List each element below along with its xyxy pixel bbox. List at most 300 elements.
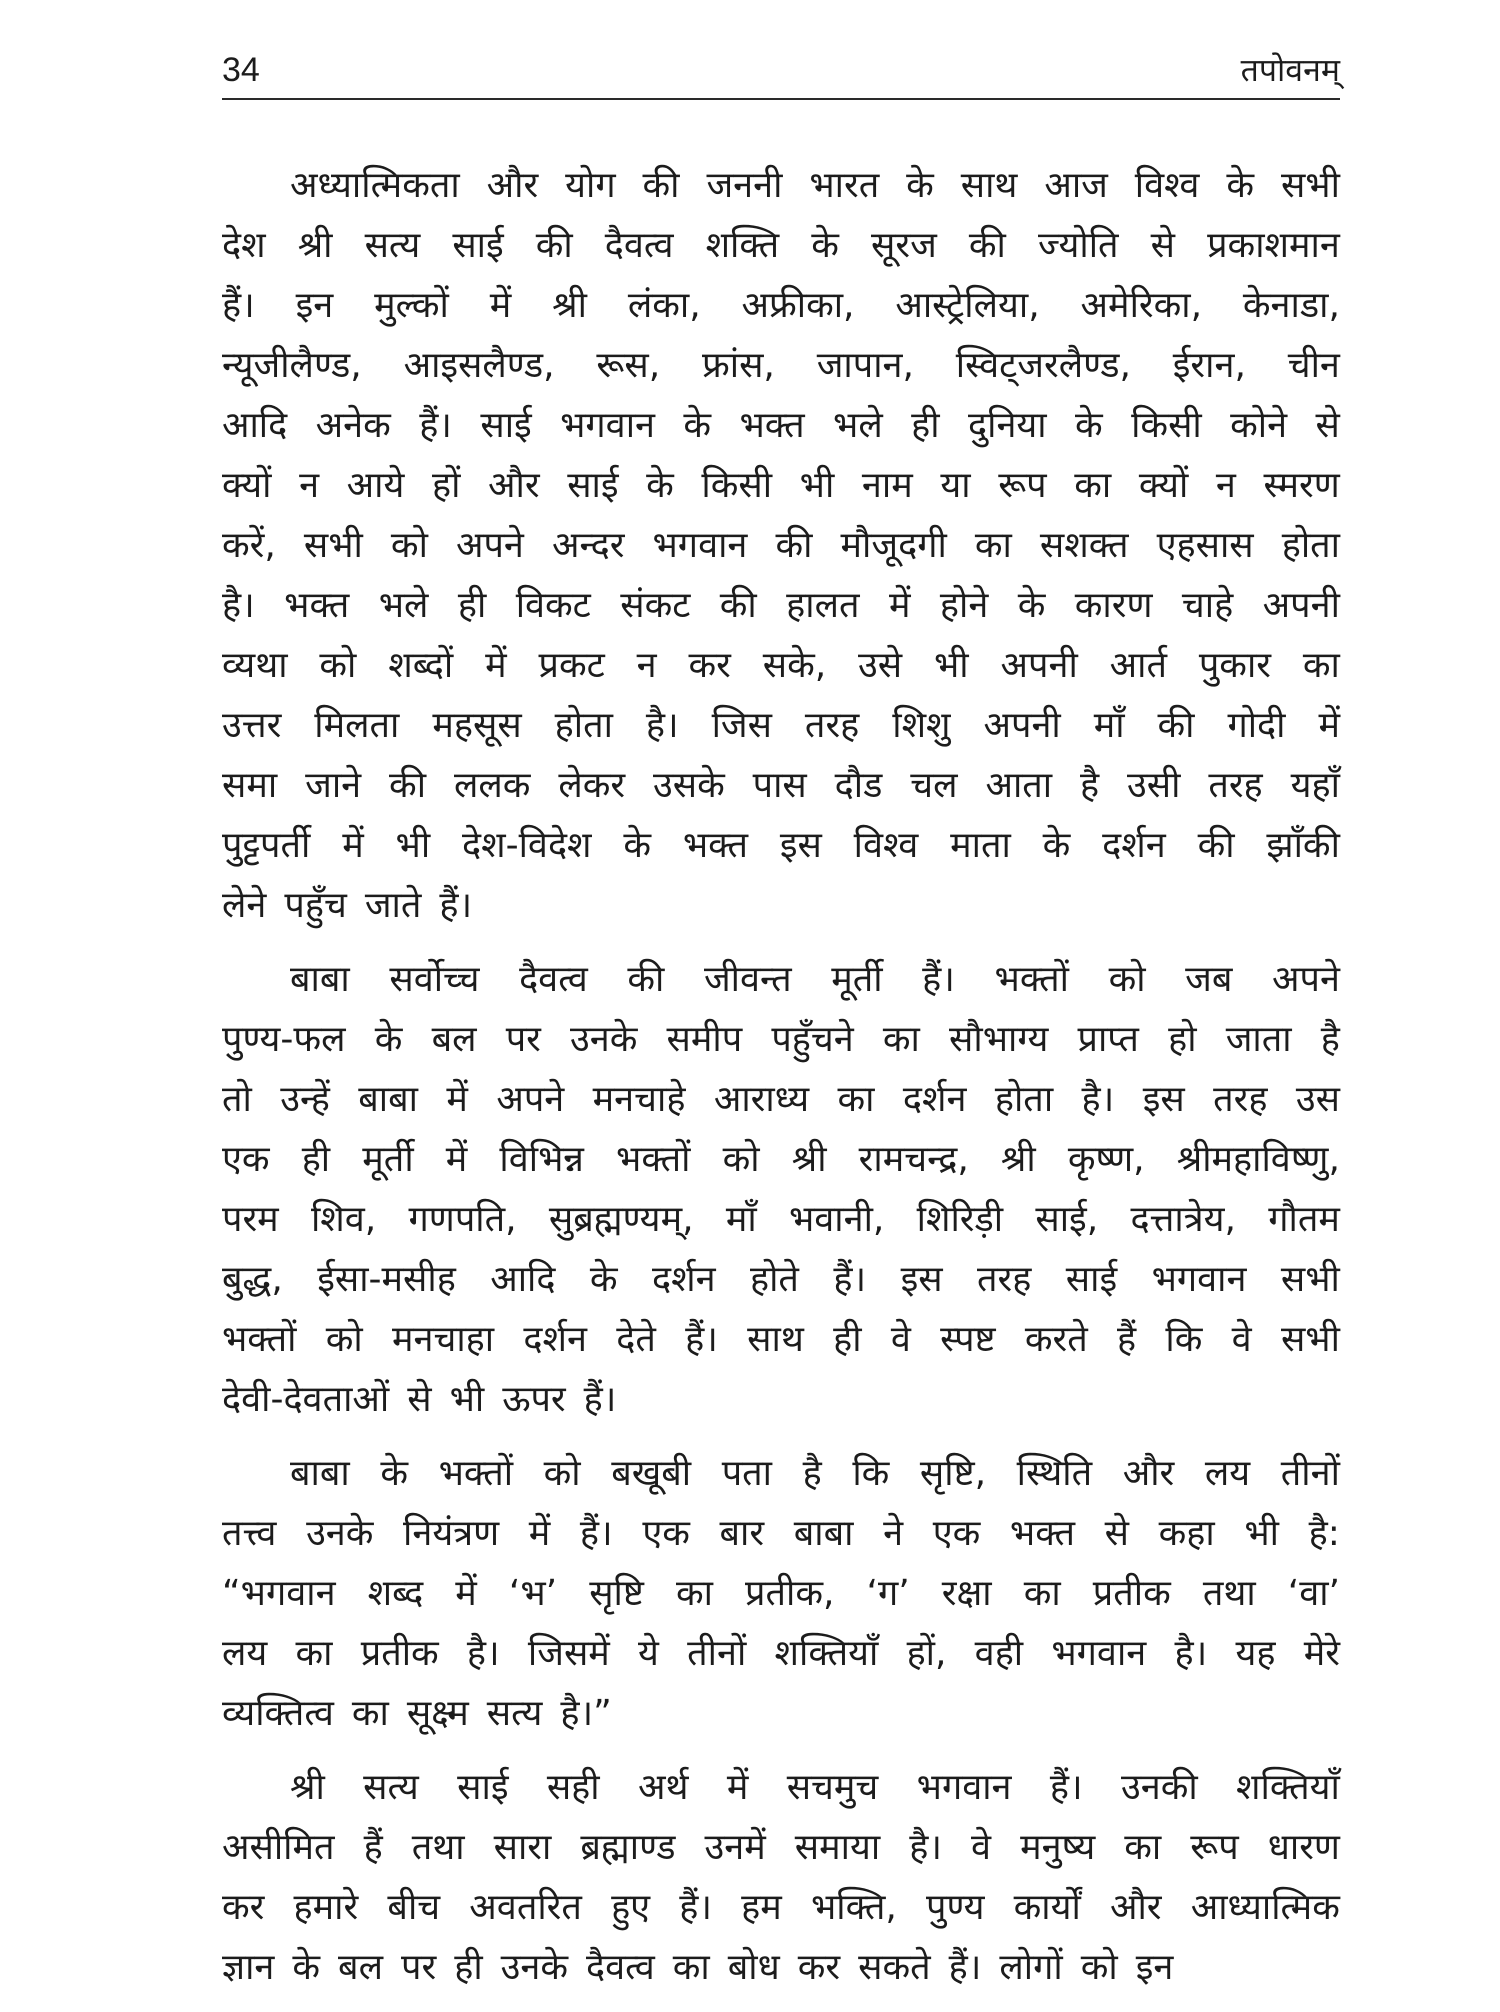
word: का xyxy=(837,1079,875,1120)
word: है xyxy=(1320,1019,1340,1060)
word: में xyxy=(445,1139,468,1180)
word: एहसास xyxy=(1156,525,1254,566)
word: पुकार xyxy=(1198,645,1271,686)
word: मनुष्य xyxy=(1020,1827,1096,1868)
word: वे xyxy=(971,1827,992,1868)
word: जिसमें xyxy=(527,1633,610,1674)
word: भारत xyxy=(809,165,880,206)
word: भगवान xyxy=(1151,1259,1247,1300)
word: भवानी, xyxy=(788,1199,885,1240)
word: भले xyxy=(378,585,429,626)
word: के xyxy=(1042,825,1071,866)
word: भक्तों xyxy=(438,1453,514,1494)
word: जाता xyxy=(1225,1019,1292,1060)
word: चल xyxy=(910,765,958,806)
text-line xyxy=(222,876,1340,936)
word: ब्रह्माण्ड xyxy=(580,1827,676,1868)
word: में xyxy=(446,1079,468,1120)
word: एक xyxy=(932,1513,981,1554)
word: महसूस xyxy=(432,705,522,746)
word: पुट्टपर्ती xyxy=(222,825,311,866)
word: इन xyxy=(295,285,334,326)
word: दत्तात्रेय, xyxy=(1130,1199,1236,1240)
word: में xyxy=(888,585,911,626)
page-number: 34 xyxy=(222,51,260,89)
text-line xyxy=(222,276,1340,336)
word: बाबा xyxy=(290,1453,350,1494)
word: दुनिया xyxy=(968,405,1047,446)
text-line xyxy=(222,1310,1340,1370)
word: असीमित xyxy=(222,1827,335,1868)
word: के xyxy=(646,465,674,506)
word: परम xyxy=(222,1199,279,1240)
word: विभिन्न xyxy=(499,1139,584,1180)
word: करें, xyxy=(222,525,276,566)
word: के xyxy=(292,1947,321,1988)
text-line xyxy=(222,1818,1340,1878)
word: अन्दर xyxy=(551,525,625,566)
word: सूरज xyxy=(871,225,937,266)
text-line xyxy=(222,456,1340,516)
word: बाबा xyxy=(793,1513,854,1554)
word: होता xyxy=(1281,525,1340,566)
word: को xyxy=(325,1319,363,1360)
word: तीनों xyxy=(1280,1453,1340,1494)
word: वे xyxy=(890,1319,911,1360)
word: जिस xyxy=(711,705,772,746)
word: ज्योति xyxy=(1037,225,1119,266)
word: प्रतीक, xyxy=(745,1573,835,1614)
word: किसी xyxy=(1131,405,1202,446)
word: दैवत्व xyxy=(604,225,674,266)
word: भी xyxy=(934,645,969,686)
word: है। xyxy=(909,1827,942,1868)
word: इन xyxy=(1135,1947,1174,1988)
word: यहाँ xyxy=(1290,765,1340,806)
word: जीवन्त xyxy=(703,959,792,1000)
word: शब्द xyxy=(367,1573,424,1614)
word: श्री xyxy=(1000,1139,1036,1180)
word: कर xyxy=(797,1947,841,1988)
word: के xyxy=(906,165,934,206)
word: आध्यात्मिक xyxy=(1190,1887,1340,1928)
word: बाबा xyxy=(290,959,350,1000)
word: प्रकाशमान xyxy=(1207,225,1340,266)
word: की xyxy=(968,225,1006,266)
word: श्रीमहाविष्णु, xyxy=(1176,1139,1340,1180)
word: पर xyxy=(401,1947,437,1988)
word: और xyxy=(1109,1887,1162,1928)
word: को xyxy=(390,525,428,566)
text-line xyxy=(222,1250,1340,1310)
text-line xyxy=(222,1010,1340,1070)
word: न xyxy=(299,465,320,506)
word: कोने xyxy=(1230,405,1288,446)
word: ही xyxy=(301,1139,331,1180)
word: मूर्ती xyxy=(362,1139,414,1180)
word: प्रकट xyxy=(538,645,605,686)
paragraph-2 xyxy=(222,950,1340,1430)
word: पता xyxy=(721,1453,773,1494)
word: सशक्त xyxy=(1039,525,1129,566)
word: न्यूजीलैण्ड, xyxy=(222,345,362,386)
word: सभी xyxy=(1280,1319,1340,1360)
word: शब्दों xyxy=(388,645,454,686)
word: हैं। xyxy=(948,1947,982,1988)
word: तथा xyxy=(411,1827,465,1868)
word: गौतम xyxy=(1268,1199,1340,1240)
word: जापान, xyxy=(816,345,914,386)
word: आइसलैण्ड, xyxy=(403,345,555,386)
word: सुब्रह्मण्यम्, xyxy=(548,1199,694,1240)
word: मूर्ती xyxy=(831,959,883,1000)
word: लोगों xyxy=(999,1947,1063,1988)
word: भगवान xyxy=(652,525,748,566)
word: हैं। xyxy=(922,959,955,1000)
word: की xyxy=(389,765,427,806)
word: कारण xyxy=(1074,585,1153,626)
word: के xyxy=(1226,165,1255,206)
word: है: xyxy=(1308,1513,1340,1554)
word: उस xyxy=(1295,1079,1340,1120)
word: स्पष्ट xyxy=(940,1319,996,1360)
word: करते xyxy=(1024,1319,1088,1360)
word: कर xyxy=(222,1887,265,1928)
word: झाँकी xyxy=(1266,825,1340,866)
word: सृष्टि, xyxy=(919,1453,987,1494)
word: आदि xyxy=(222,405,288,446)
word: अमेरिका, xyxy=(1080,285,1203,326)
text-line xyxy=(222,950,1340,1010)
word: कृष्ण, xyxy=(1067,1139,1145,1180)
word: व्यक्तित्व xyxy=(222,1693,334,1734)
word: और xyxy=(486,165,539,206)
text-line xyxy=(222,1684,1340,1744)
word: की xyxy=(642,165,680,206)
word: सभी xyxy=(303,525,363,566)
word: योग xyxy=(565,165,616,206)
word: शक्तियाँ xyxy=(1236,1767,1340,1808)
word: मिलता xyxy=(314,705,400,746)
word: भी xyxy=(1244,1513,1279,1554)
word: भी xyxy=(799,465,835,506)
word: दर्शन xyxy=(651,1259,716,1300)
word: लेने xyxy=(222,885,267,926)
word: सत्य xyxy=(363,1767,419,1808)
word: देवी-देवताओं xyxy=(222,1379,390,1420)
word: के xyxy=(380,1453,409,1494)
word: ने xyxy=(883,1513,904,1554)
word: फ्रांस, xyxy=(702,345,775,386)
word: हैं xyxy=(363,1827,383,1868)
word: कहा xyxy=(1158,1513,1215,1554)
word: आता xyxy=(985,765,1053,806)
word: के xyxy=(589,1259,618,1300)
word: ऊपर xyxy=(502,1379,566,1420)
word: सत्य xyxy=(486,1693,543,1734)
word: अपनी xyxy=(1262,585,1340,626)
word: सभी xyxy=(1280,1259,1340,1300)
word: अफ्रीका, xyxy=(741,285,855,326)
word: आर्त xyxy=(1109,645,1167,686)
word: की xyxy=(1197,825,1235,866)
word: में xyxy=(489,285,512,326)
word: में xyxy=(726,1767,749,1808)
word: हो xyxy=(1168,1019,1197,1060)
word: से xyxy=(407,1379,432,1420)
word: दैवत्व xyxy=(586,1947,655,1988)
word: अनेक xyxy=(315,405,391,446)
word: मुल्कों xyxy=(374,285,449,326)
word: सूक्ष्म xyxy=(406,1693,469,1734)
word: ही xyxy=(457,585,487,626)
text-line xyxy=(222,1624,1340,1684)
word: उसी xyxy=(1127,765,1181,806)
word: श्री xyxy=(791,1139,827,1180)
word: अपनी xyxy=(983,705,1061,746)
word: विश्व xyxy=(853,825,919,866)
word: भक्त xyxy=(739,405,805,446)
word: श्री xyxy=(297,225,333,266)
word: का xyxy=(882,1019,920,1060)
text-line xyxy=(222,1878,1340,1938)
word: हैं। xyxy=(439,885,473,926)
text-line xyxy=(222,336,1340,396)
word: के xyxy=(623,825,652,866)
word: दर्शन xyxy=(523,1319,587,1360)
word: पहुँच xyxy=(284,885,347,926)
word: दौड xyxy=(834,765,883,806)
word: विकट xyxy=(515,585,591,626)
word: क्यों xyxy=(1138,465,1189,506)
word: देते xyxy=(616,1319,656,1360)
word: शिशु xyxy=(892,705,951,746)
word: ईसा-मसीह xyxy=(317,1259,456,1300)
text-line xyxy=(222,396,1340,456)
word: ज्ञान xyxy=(222,1947,275,1988)
word: माँ xyxy=(725,1199,757,1240)
word: को xyxy=(1108,959,1146,1000)
word: समा xyxy=(222,765,278,806)
word: इस xyxy=(1142,1079,1185,1120)
text-line xyxy=(222,1444,1340,1504)
word: लेकर xyxy=(558,765,626,806)
word: भक्त xyxy=(284,585,350,626)
paragraph-4 xyxy=(222,1758,1340,1998)
word: देश-विदेश xyxy=(462,825,592,866)
word: बोध xyxy=(727,1947,780,1988)
word: के xyxy=(811,225,839,266)
word: बल xyxy=(431,1019,477,1060)
word: न xyxy=(1215,465,1236,506)
word: साई xyxy=(452,225,504,266)
word: भक्तों xyxy=(616,1139,691,1180)
page-header xyxy=(222,44,1340,96)
word: जाने xyxy=(305,765,362,806)
word: दर्शन xyxy=(1102,825,1166,866)
word: का xyxy=(1074,465,1112,506)
word: रूप xyxy=(998,465,1047,506)
word: पुण्य xyxy=(926,1887,985,1928)
text-line xyxy=(222,1758,1340,1818)
word: कि xyxy=(1165,1319,1203,1360)
word: गोदी xyxy=(1227,705,1286,746)
word: रूस, xyxy=(596,345,661,386)
word: साई, xyxy=(1035,1199,1099,1240)
word: साई xyxy=(480,405,532,446)
word: आराध्य xyxy=(713,1079,810,1120)
word: कि xyxy=(852,1453,890,1494)
word: साई xyxy=(567,465,619,506)
word: हुए xyxy=(611,1887,651,1928)
word: अपने xyxy=(1272,959,1340,1000)
word: सर्वोच्च xyxy=(389,959,480,1000)
word: है। xyxy=(645,705,679,746)
word: सारा xyxy=(493,1827,552,1868)
word: उनकी xyxy=(1121,1767,1198,1808)
word: सही xyxy=(546,1767,600,1808)
word: गणपति, xyxy=(408,1199,517,1240)
word: शिव, xyxy=(310,1199,377,1240)
word: ‘भ’ xyxy=(508,1573,558,1614)
word: ईरान, xyxy=(1172,345,1246,386)
word: सके, xyxy=(762,645,827,686)
word: का xyxy=(1124,1827,1162,1868)
word: को xyxy=(1080,1947,1118,1988)
text-line xyxy=(222,696,1340,756)
word: जननी xyxy=(706,165,783,206)
word: चीन xyxy=(1287,345,1340,386)
word: देश xyxy=(222,225,266,266)
word: अध्यात्मिकता xyxy=(290,165,460,206)
word: का xyxy=(974,525,1012,566)
word: है। xyxy=(1174,1633,1208,1674)
word: किसी xyxy=(701,465,773,506)
word: का xyxy=(351,1693,389,1734)
word: पुण्य-फल xyxy=(222,1019,346,1060)
word: भी xyxy=(449,1379,485,1420)
word: रूप xyxy=(1190,1827,1239,1868)
word: व्यथा xyxy=(222,645,288,686)
word: श्री xyxy=(290,1767,325,1808)
word: भले xyxy=(833,405,883,446)
word: सकते xyxy=(858,1947,931,1988)
word: बुद्ध, xyxy=(222,1259,283,1300)
word: चाहे xyxy=(1181,585,1234,626)
word: भक्त xyxy=(1009,1513,1076,1554)
word: सचमुच xyxy=(786,1767,879,1808)
word: दर्शन xyxy=(902,1079,967,1120)
word: प्राप्त xyxy=(1077,1019,1139,1060)
word: हैं। xyxy=(685,1319,718,1360)
word: हैं xyxy=(1117,1319,1137,1360)
word: तरह xyxy=(977,1259,1032,1300)
word: “भगवान xyxy=(222,1573,336,1614)
word: श्री xyxy=(552,285,587,326)
word: ही xyxy=(833,1319,862,1360)
word: के xyxy=(1075,405,1103,446)
word: है xyxy=(1079,765,1100,806)
word: ये xyxy=(638,1633,659,1674)
word: साई xyxy=(1065,1259,1118,1300)
word: स्थिति xyxy=(1016,1453,1093,1494)
word: साथ xyxy=(960,165,1018,206)
word: भगवान xyxy=(916,1767,1012,1808)
word: की xyxy=(535,225,573,266)
word: एक xyxy=(222,1139,270,1180)
word: की xyxy=(719,585,757,626)
word: अवतरित xyxy=(469,1887,582,1928)
word: साथ xyxy=(747,1319,804,1360)
text-line xyxy=(222,1130,1340,1190)
word: उनके xyxy=(500,1947,569,1988)
word: तो xyxy=(222,1079,252,1120)
word: या xyxy=(940,465,971,506)
text-line xyxy=(222,1070,1340,1130)
word: भी xyxy=(395,825,431,866)
word: मनचाहे xyxy=(592,1079,686,1120)
word: इस xyxy=(900,1259,943,1300)
word: भगवान xyxy=(560,405,656,446)
word: है। xyxy=(466,1633,500,1674)
word: स्मरण xyxy=(1263,465,1340,506)
word: कार्यों xyxy=(1013,1887,1081,1928)
word: उत्तर xyxy=(222,705,282,746)
word: का xyxy=(675,1573,713,1614)
word: का xyxy=(1302,645,1340,686)
word: प्रतीक xyxy=(360,1633,439,1674)
word: बाबा xyxy=(358,1079,419,1120)
word: मनचाहा xyxy=(391,1319,495,1360)
word: नियंत्रण xyxy=(403,1513,500,1554)
word: शक्तियाँ xyxy=(774,1633,879,1674)
word: अर्थ xyxy=(637,1767,689,1808)
word: का xyxy=(1023,1573,1061,1614)
word: शक्ति xyxy=(705,225,780,266)
text-line xyxy=(222,1938,1340,1998)
word: सौभाग्य xyxy=(949,1019,1049,1060)
word: होने xyxy=(939,585,989,626)
word: पर xyxy=(505,1019,541,1060)
word: तीनों xyxy=(687,1633,747,1674)
word: मौजूदगी xyxy=(840,525,947,566)
text-line xyxy=(222,1190,1340,1250)
header-rule xyxy=(222,98,1340,100)
word: तरह xyxy=(1213,1079,1268,1120)
word: हैं। xyxy=(583,1379,617,1420)
word: बीच xyxy=(387,1887,441,1928)
word: एक xyxy=(642,1513,690,1554)
text-line xyxy=(222,216,1340,276)
word: ‘ग’ xyxy=(866,1573,910,1614)
text-line xyxy=(222,1504,1340,1564)
word: हैं। xyxy=(419,405,452,446)
word: कर xyxy=(688,645,731,686)
word: में xyxy=(485,645,507,686)
word: है। xyxy=(222,585,255,626)
word: को xyxy=(319,645,357,686)
word: आदि xyxy=(490,1259,556,1300)
word: सभी xyxy=(1280,165,1340,206)
word: जाते xyxy=(364,885,422,926)
word: नाम xyxy=(861,465,913,506)
word: होते xyxy=(749,1259,799,1300)
word: माता xyxy=(950,825,1011,866)
word: से xyxy=(1104,1513,1130,1554)
word: से xyxy=(1150,225,1175,266)
word: का xyxy=(295,1633,333,1674)
word: उन्हें xyxy=(280,1079,330,1120)
